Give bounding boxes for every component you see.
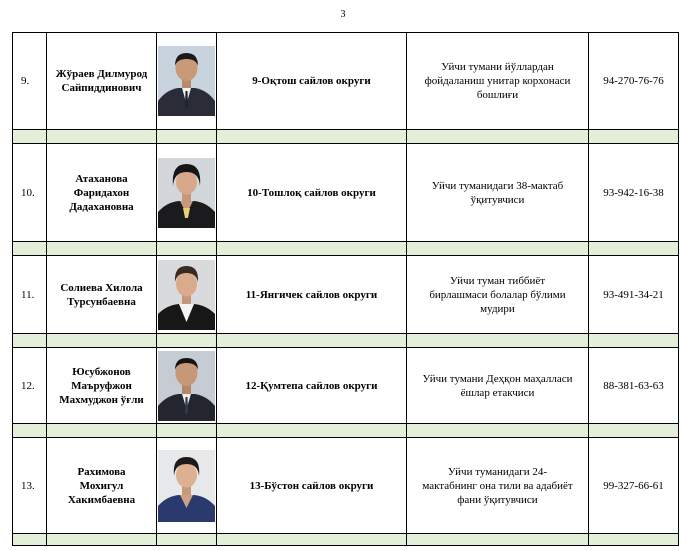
row-number: 13. (13, 438, 47, 534)
portrait-man-photo (158, 46, 215, 116)
candidates-table (12, 32, 679, 546)
electoral-district: 12-Қумтепа сайлов округи (217, 348, 407, 424)
portrait-woman-photo (158, 450, 215, 522)
page-number: 3 (340, 9, 346, 20)
row-number: 11. (13, 256, 47, 334)
phone-number: 99-327-66-61 (589, 438, 679, 534)
phone-number: 94-270-76-76 (589, 33, 679, 130)
spacer-row (13, 534, 679, 546)
table-row (13, 144, 679, 242)
candidate-photo (157, 256, 217, 334)
electoral-district: 11-Янгичек сайлов округи (217, 256, 407, 334)
candidate-position: Уйчи тумани Деҳқон маҳалласи ёшлар етакчиси (407, 348, 589, 424)
candidate-photo (157, 348, 217, 424)
candidate-position: Уйчи туманидаги 24- мактабнинг она тили ва адабиёт фани ўқитувчиси (407, 438, 589, 534)
candidate-name: Солиева Хилола Турсунбаевна (47, 256, 157, 334)
candidate-photo (157, 144, 217, 242)
portrait-woman-photo (158, 158, 215, 228)
spacer-row (13, 242, 679, 256)
candidate-name: Атаханова Фаридахон Дадахановна (47, 144, 157, 242)
candidate-position: Уйчи туман тиббиёт бирлашмаси болалар бўлими мудири (407, 256, 589, 334)
electoral-district: 10-Тошлоқ сайлов округи (217, 144, 407, 242)
electoral-district: 13-Бўстон сайлов округи (217, 438, 407, 534)
phone-number: 93-942-16-38 (589, 144, 679, 242)
candidate-position: Уйчи туманидаги 38-мактаб ўқитувчиси (407, 144, 589, 242)
table-row (13, 256, 679, 334)
spacer-row (13, 334, 679, 348)
phone-number: 93-491-34-21 (589, 256, 679, 334)
row-number: 9. (13, 33, 47, 130)
table-row (13, 438, 679, 534)
candidate-photo (157, 33, 217, 130)
candidate-photo (157, 438, 217, 534)
portrait-woman-photo (158, 260, 215, 330)
row-number: 12. (13, 348, 47, 424)
electoral-district: 9-Оқтош сайлов округи (217, 33, 407, 130)
phone-number: 88-381-63-63 (589, 348, 679, 424)
candidate-name: Рахимова Мохигул Хакимбаевна (47, 438, 157, 534)
row-number: 10. (13, 144, 47, 242)
candidate-name: Жўраев Дилмурод Сайпиддинович (47, 33, 157, 130)
table-row (13, 33, 679, 130)
spacer-row (13, 130, 679, 144)
candidate-name: Юсубжонов Маъруфжон Махмуджон ўғли (47, 348, 157, 424)
portrait-man-photo (158, 351, 215, 421)
spacer-row (13, 424, 679, 438)
candidate-position: Уйчи тумани йўллардан фойдаланиш унитар корхонаси бошлиғи (407, 33, 589, 130)
table-row (13, 348, 679, 424)
